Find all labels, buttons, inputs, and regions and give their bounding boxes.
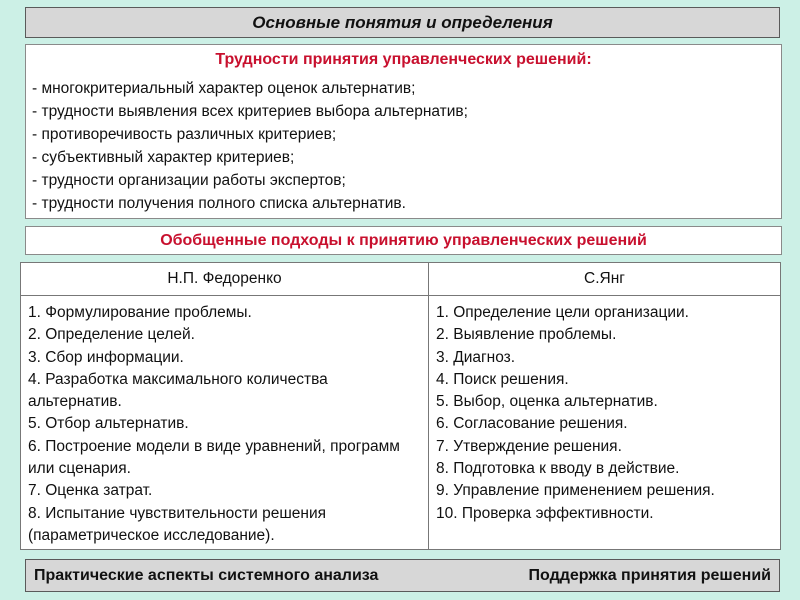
page-title-bar [25, 7, 780, 38]
difficulties-list [32, 77, 775, 215]
nav-link-decision-support[interactable]: Поддержка принятия решений [528, 566, 771, 584]
list-item: 6. Согласование решения. [436, 415, 628, 433]
list-item: 2. Определение целей. [28, 326, 195, 344]
nav-link-system-analysis[interactable]: Практические аспекты системного анализа [34, 566, 379, 584]
list-item: - трудности организации работы экспертов; [32, 172, 346, 189]
yang-steps [436, 302, 774, 525]
list-item: - противоречивость различных критериев; [32, 126, 337, 143]
list-item: 4. Поиск решения. [436, 370, 569, 388]
column-header-yang: С.Янг [429, 263, 781, 296]
list-item: 8. Испытание чувствительности решения (параметрическое исследование). [28, 504, 327, 544]
list-item: 9. Управление применением решения. [436, 482, 715, 500]
list-item: - трудности выявления всех критериев выбора альтернатив; [32, 103, 468, 120]
list-item: 5. Отбор альтернатив. [28, 415, 189, 433]
list-item: 1. Определение цели организации. [436, 304, 689, 321]
list-item: 7. Оценка затрат. [28, 482, 153, 500]
list-item: 3. Диагноз. [436, 348, 516, 366]
list-item: 4. Разработка максимального количества альтернатив. [28, 370, 328, 411]
list-item: 10. Проверка эффективности. [436, 504, 654, 522]
list-item: 7. Утверждение решения. [436, 437, 622, 455]
list-item: 1. Формулирование проблемы. [28, 304, 252, 321]
table-row [21, 296, 781, 550]
footer-nav-bar [25, 559, 780, 592]
fedorenko-steps [28, 302, 422, 547]
table-header-row [21, 263, 781, 296]
list-item: 3. Сбор информации. [28, 348, 184, 366]
approaches-title: Обобщенные подходы к принятию управленческих решений [160, 231, 647, 249]
list-item: 6. Построение модели в виде уравнений, программ или сценария. [28, 437, 400, 478]
list-item: - многокритериальный характер оценок альтернатив; [32, 80, 416, 97]
fedorenko-cell [21, 296, 429, 550]
list-item: 2. Выявление проблемы. [436, 326, 617, 344]
column-header-fedorenko: Н.П. Федоренко [21, 263, 429, 296]
list-item: 8. Подготовка к вводу в действие. [436, 460, 680, 478]
list-item: - субъективный характер критериев; [32, 149, 295, 166]
difficulties-title: Трудности принятия управленческих решений: [215, 51, 592, 68]
list-item: - трудности получения полного списка альтернатив. [32, 195, 406, 212]
approaches-title-bar [25, 226, 782, 255]
difficulties-panel [25, 44, 782, 219]
approaches-table [20, 262, 781, 550]
list-item: 5. Выбор, оценка альтернатив. [436, 393, 658, 411]
page-title: Основные понятия и определения [252, 12, 553, 32]
yang-cell [429, 296, 781, 550]
